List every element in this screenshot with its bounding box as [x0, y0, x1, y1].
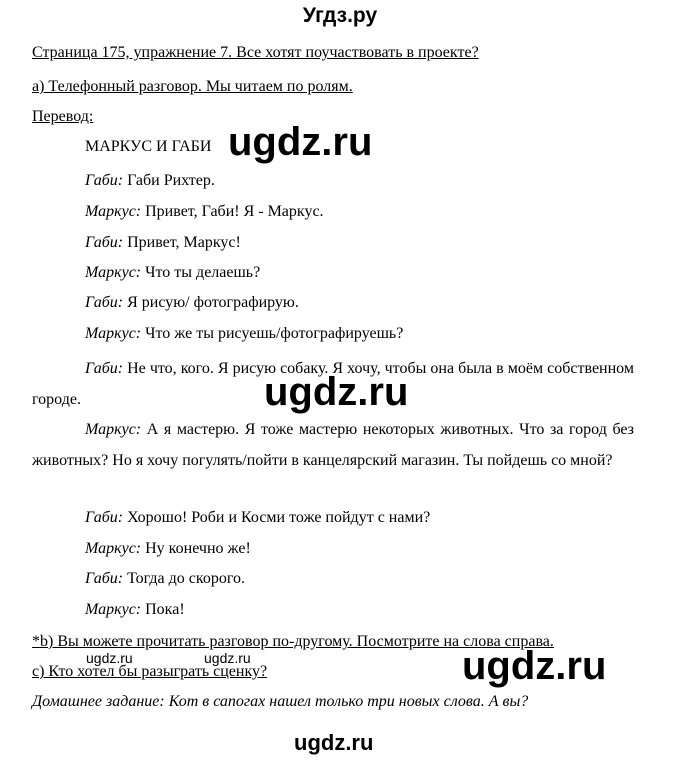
watermark: ugdz.ru	[264, 370, 409, 414]
speaker: Маркус:	[85, 203, 142, 220]
part-a-heading: а) Телефонный разговор. Мы читаем по ролям.	[32, 78, 353, 95]
translation-label: Перевод:	[32, 108, 94, 125]
speaker: Габи:	[85, 360, 124, 377]
dialog-line	[85, 233, 241, 253]
utterance: Ну конечно же!	[141, 540, 251, 557]
utterance: Привет, Габи! Я - Маркус.	[141, 203, 324, 220]
speaker: Маркус:	[85, 540, 142, 557]
speaker: Габи:	[85, 172, 124, 189]
dialog-line	[85, 569, 245, 589]
speaker: Маркус:	[85, 264, 142, 281]
dialog-line	[85, 293, 299, 313]
watermark: ugdz.ru	[86, 650, 133, 666]
dialog-line	[85, 324, 403, 344]
dialog-line	[85, 539, 251, 559]
dialog-line	[85, 202, 324, 222]
dialog-line	[85, 508, 430, 528]
dialog-line	[32, 414, 634, 476]
exercise-heading: Страница 175, упражнение 7. Все хотят поучаствовать в проекте?	[32, 44, 479, 61]
dialog-line	[85, 600, 185, 620]
watermark: ugdz.ru	[228, 120, 373, 164]
part-c-heading: c) Кто хотел бы разыграть сценку?	[32, 663, 268, 680]
utterance: Не что, кого. Я рисую собаку. Я хочу, чтобы она была в моём собственном городе.	[32, 360, 634, 408]
part-b-heading: *b) Вы можете прочитать разговор по-другому. Посмотрите на слова справа.	[32, 633, 554, 650]
utterance: Что ты делаешь?	[141, 264, 261, 281]
dialog-line	[85, 171, 215, 191]
utterance: А я мастерю. Я тоже мастерю некоторых животных. Что за город без животных? Но я хочу погулять/пойти в канцелярский магазин. Ты пойдешь со мной?	[32, 421, 634, 469]
utterance: Габи Рихтер.	[123, 172, 215, 189]
watermark: ugdz.ru	[204, 650, 251, 666]
speaker: Габи:	[85, 509, 124, 526]
speaker: Габи:	[85, 294, 124, 311]
utterance: Привет, Маркус!	[123, 234, 241, 251]
dialog-line	[85, 263, 260, 283]
site-title: Угдз.ру	[302, 4, 378, 27]
utterance: Я рисую/ фотографирую.	[123, 294, 299, 311]
speaker: Маркус:	[85, 325, 142, 342]
speaker: Маркус:	[85, 601, 142, 618]
utterance: Что же ты рисуешь/фотографируешь?	[141, 325, 404, 342]
speaker: Габи:	[85, 234, 124, 251]
speaker: Габи:	[85, 570, 124, 587]
speaker: Маркус:	[85, 421, 142, 438]
dialog-title: МАРКУС И ГАБИ	[85, 138, 212, 155]
utterance: Хорошо! Роби и Косми тоже пойдут с нами?	[123, 509, 431, 526]
watermark: ugdz.ru	[294, 730, 374, 755]
utterance: Пока!	[141, 601, 185, 618]
utterance: Тогда до скорого.	[123, 570, 246, 587]
homework-text: Домашнее задание: Кот в сапогах нашел только три новых слова. А вы?	[32, 693, 529, 710]
watermark: ugdz.ru	[462, 644, 607, 688]
